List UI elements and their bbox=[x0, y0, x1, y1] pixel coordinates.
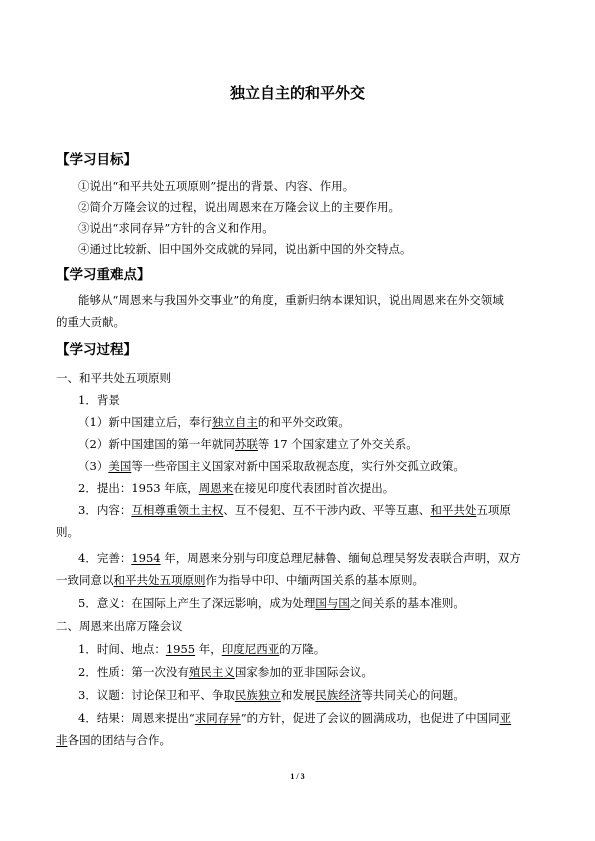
underlined-answer: 求同存异 bbox=[194, 711, 241, 725]
key-points-paragraph-line: 的重大贡献。 bbox=[56, 315, 125, 329]
part-heading-five-principles: 一、和平共处五项原则 bbox=[56, 371, 171, 385]
underlined-answer: 印度尼西亚 bbox=[221, 642, 280, 656]
underlined-answer: 1955 bbox=[165, 642, 196, 656]
page-number: 1 / 3 bbox=[290, 772, 305, 781]
part-heading-bandung: 二、周恩来出席万隆会议 bbox=[56, 619, 183, 633]
perfection-line-continued: 一致同意以和平共处五项原则作为指导中印、中缅两国关系的基本原则。 bbox=[56, 573, 424, 587]
underlined-answer: 非 bbox=[56, 733, 68, 747]
underlined-answer: 殖民主义 bbox=[188, 665, 235, 679]
significance-line: 5．意义：在国际上产生了深远影响，成为处理国与国之间关系的基本准则。 bbox=[78, 596, 465, 610]
time-place-line: 1．时间、地点：1955 年，印度尼西亚的万隆。 bbox=[78, 642, 326, 656]
underlined-answer: 亚 bbox=[499, 711, 512, 725]
objective-item: ③说出“求同存异”方针的含义和作用。 bbox=[78, 221, 274, 235]
section-heading-process: 【学习过程】 bbox=[56, 342, 137, 358]
section-heading-objectives: 【学习目标】 bbox=[56, 152, 137, 168]
underlined-answer: 互相尊重领土主权 bbox=[131, 503, 224, 517]
result-line-continued: 非各国的团结与合作。 bbox=[56, 733, 171, 747]
document-title: 独立自主的和平外交 bbox=[229, 84, 365, 102]
objective-item: ②简介万隆会议的过程，说出周恩来在万隆会议上的主要作用。 bbox=[78, 200, 400, 214]
underlined-answer: 国与国 bbox=[315, 596, 350, 610]
underlined-answer: 1954 bbox=[131, 551, 161, 565]
result-line: 4．结果：周恩来提出“求同存异”的方针，促进了会议的圆满成功，也促进了中国同亚 bbox=[78, 711, 512, 725]
underlined-answer: 和平共处 bbox=[430, 503, 477, 517]
objective-item: ④通过比较新、旧中国外交成就的异同，说出新中国的外交特点。 bbox=[78, 242, 412, 256]
underlined-answer: 苏联 bbox=[234, 437, 258, 451]
background-item-1: （1）新中国建立后，奉行独立自主的和平外交政策。 bbox=[78, 415, 350, 429]
key-points-paragraph-line: 能够从“周恩来与我国外交事业”的角度，重新归纳本课知识，说出周恩来在外交领域 bbox=[78, 293, 504, 307]
subheading-background: 1．背景 bbox=[78, 393, 120, 407]
content-line-continued: 则。 bbox=[56, 525, 79, 539]
background-item-3: （3）美国等一些帝国主义国家对新中国采取敌视态度，实行外交孤立政策。 bbox=[78, 459, 465, 473]
underlined-answer: 民族独立 bbox=[234, 688, 281, 702]
underlined-answer: 民族经济 bbox=[315, 688, 362, 702]
section-heading-key-points: 【学习重难点】 bbox=[56, 267, 151, 283]
underlined-answer: 美国 bbox=[108, 459, 132, 473]
underlined-answer: 和平共处五项原则 bbox=[113, 573, 206, 587]
nature-line: 2．性质：第一次没有殖民主义国家参加的亚非国际会议。 bbox=[78, 665, 373, 679]
underlined-answer: 独立自主 bbox=[211, 415, 258, 429]
topics-line: 3．议题：讨论保卫和平、争取民族独立和发展民族经济等共同关心的问题。 bbox=[78, 688, 465, 702]
perfection-line: 4．完善：1954 年，周恩来分别与印度总理尼赫鲁、缅甸总理吴努发表联合声明，双方 bbox=[78, 551, 521, 565]
content-line: 3．内容：互相尊重领土主权、互不侵犯、互不干涉内政、平等互惠、和平共处五项原 bbox=[78, 503, 511, 517]
background-item-2: （2）新中国建国的第一年就同苏联等 17 个国家建立了外交关系。 bbox=[78, 437, 418, 451]
proposal-line: 2．提出：1953 年底，周恩来在接见印度代表团时首次提出。 bbox=[78, 481, 395, 495]
underlined-answer: 周恩来 bbox=[198, 481, 234, 495]
objective-item: ①说出“和平共处五项原则”提出的背景、内容、作用。 bbox=[78, 179, 355, 193]
